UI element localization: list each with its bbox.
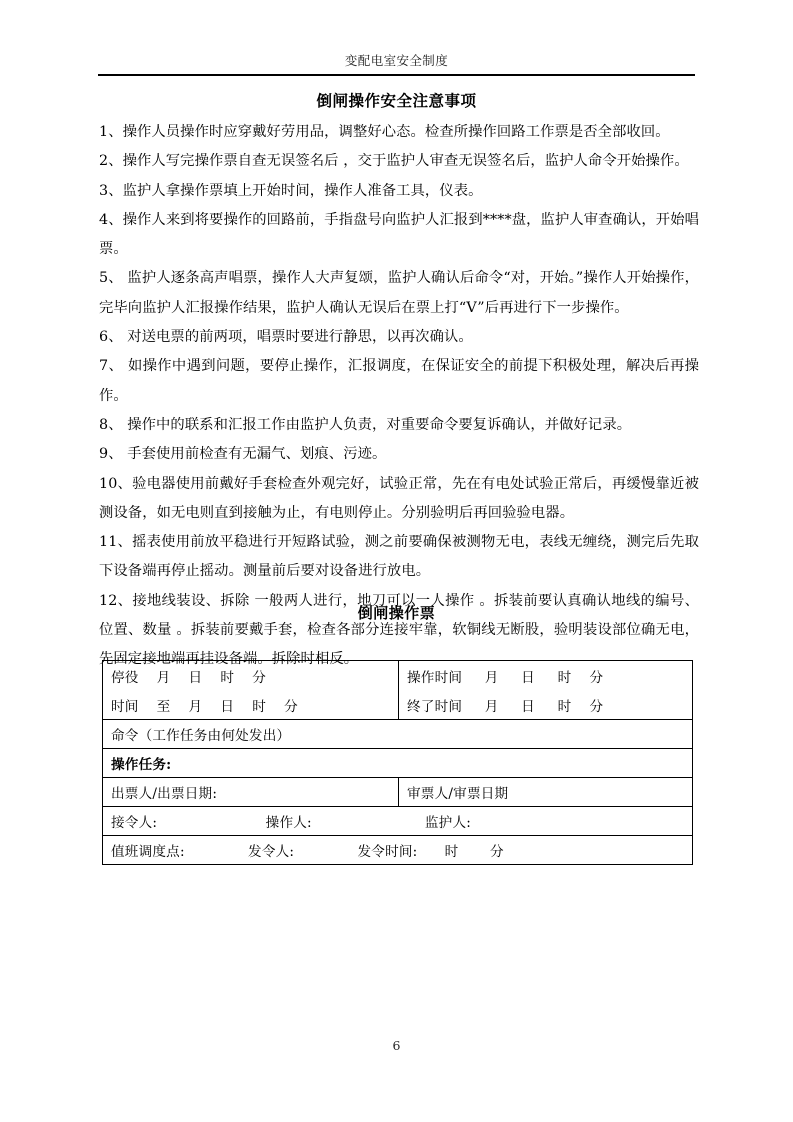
body-paragraph: 5、 监护人逐条高声唱票，操作人大声复颂，监护人确认后命令“对，开始。”操作人开始操作，完毕向监护人汇报操作结果，监护人确认无误后在票上打“V”后再进行下一步操作。 — [99, 270, 699, 316]
table-row — [103, 778, 693, 807]
table-row — [103, 690, 693, 720]
table-row — [103, 836, 693, 865]
page-title: 倒闸操作安全注意事项 — [316, 91, 477, 110]
table-cell: 接令人: 操作人: 监护人: — [103, 807, 693, 836]
body-text-block — [99, 118, 699, 675]
body-paragraph: 7、 如操作中遇到问题，要停止操作，汇报调度，在保证安全的前提下积极处理，解决后再操作。 — [99, 358, 699, 404]
table-cell: 命令（工作任务由何处发出） — [103, 720, 693, 749]
table-cell: 操作任务: — [103, 749, 693, 778]
body-paragraph: 2、操作人写完操作票自查无误签名后 ，交于监护人审查无误签名后，监护人命令开始操作。 — [99, 153, 689, 170]
running-header-title: 变配电室安全制度 — [344, 53, 449, 68]
body-paragraph: 11、摇表使用前放平稳进行开短路试验，测之前要确保被测物无电，表线无缠绕，测完后先取下设备端再停止摇动。测量前后要对设备进行放电。 — [99, 534, 699, 580]
table-cell: 终了时间 月 日 时 分 — [399, 690, 693, 720]
body-paragraph: 12、接地线装设、拆除 一般两人进行，地刀可以一人操作 。拆装前要认真确认地线的编号、位置、数量 。拆装前要戴手套，检查各部分连接牢靠，软铜线无断股，验明装设部位确无电，先固定接地端再挂设备端。拆除时相反。 — [99, 592, 699, 668]
body-paragraph: 3、监护人拿操作票填上开始时间，操作人准备工具，仪表。 — [99, 182, 483, 199]
table-row — [103, 749, 693, 778]
body-paragraph: 9、 手套使用前检查有无漏气、划痕、污迹。 — [99, 446, 387, 463]
running-header — [98, 52, 695, 76]
table-cell: 停役 月 日 时 分 — [103, 661, 399, 691]
body-paragraph: 6、 对送电票的前两项，唱票时要进行静思，以再次确认。 — [99, 329, 473, 346]
body-paragraph: 1、操作人员操作时应穿戴好劳用品，调整好心态。检查所操作回路工作票是否全部收回。 — [99, 124, 670, 140]
header-divider-rule — [98, 74, 695, 76]
table-row — [103, 807, 693, 836]
table-row — [103, 661, 693, 691]
body-paragraph: 10、验电器使用前戴好手套检查外观完好，试验正常，先在有电处试验正常后，再缓慢靠近被测设备，如无电则直到接触为止，有电则停止。分别验明后再回验验电器。 — [99, 475, 699, 521]
table-cell: 出票人/出票日期: — [103, 778, 399, 807]
page-number: 6 — [392, 1038, 401, 1053]
operation-ticket-table — [102, 660, 693, 865]
body-paragraph: 8、 操作中的联系和汇报工作由监护人负责，对重要命令要复诉确认，并做好记录。 — [99, 416, 632, 433]
ticket-section-title: 倒闸操作票 — [357, 604, 436, 622]
table-cell: 时间 至 月 日 时 分 — [103, 690, 399, 720]
table-cell: 值班调度点: 发令人: 发令时间: 时 分 — [103, 836, 693, 865]
table-cell: 操作时间 月 日 时 分 — [399, 661, 693, 691]
table-cell: 审票人/审票日期 — [399, 778, 693, 807]
body-paragraph: 4、操作人来到将要操作的回路前，手指盘号向监护人汇报到****盘，监护人审查确认，开始唱票。 — [99, 211, 699, 258]
table-row — [103, 720, 693, 749]
